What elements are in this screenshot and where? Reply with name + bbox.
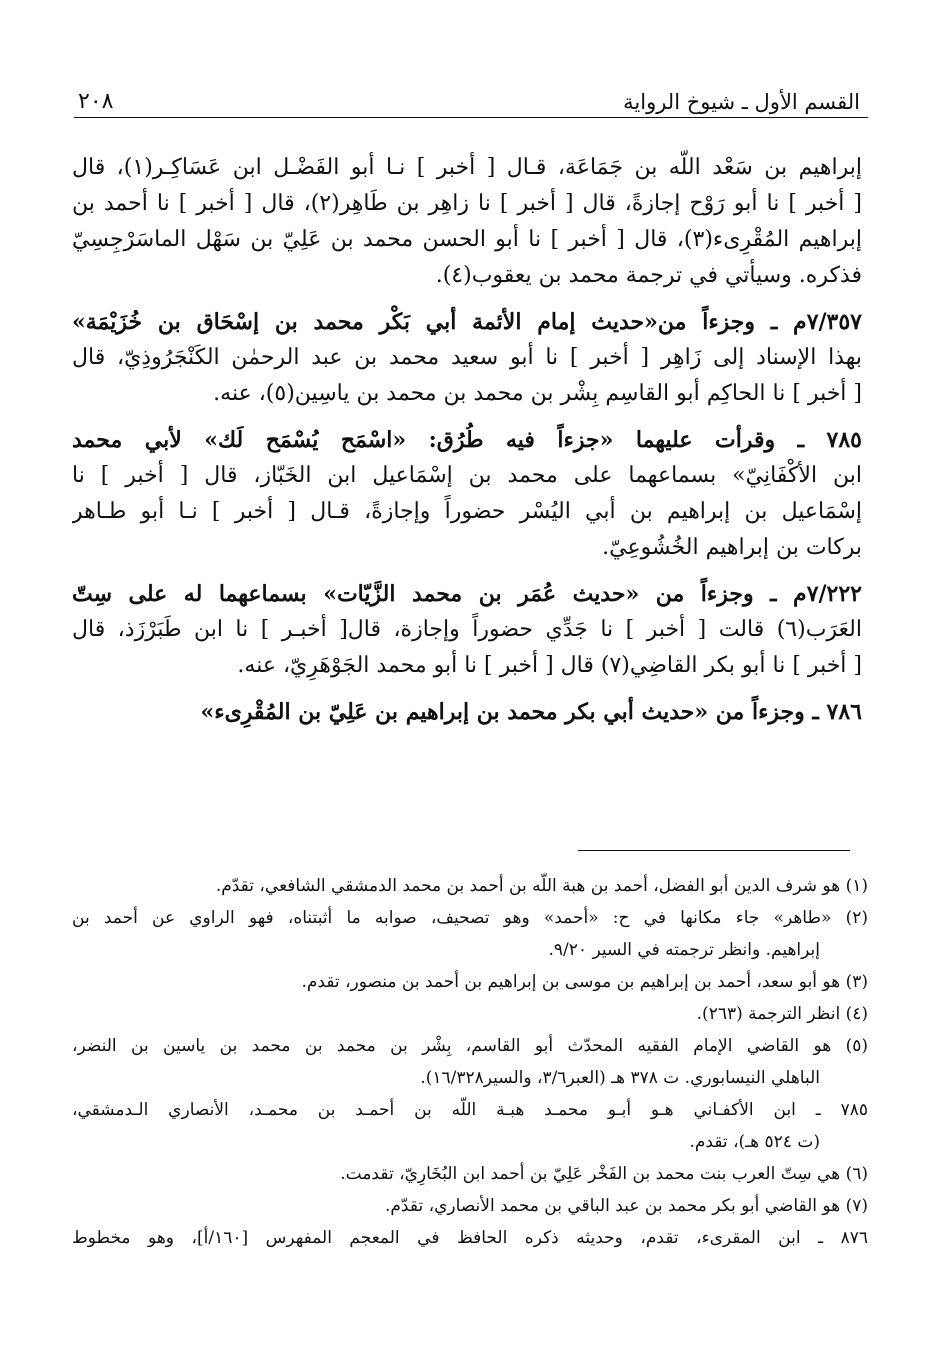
footnote-line: (٦) هي سِتّ العرب بنت محمد بن الفَخْر عَلِيّ بن أحمد ابن البُخَارِيّ، تقدمت. (340, 1164, 868, 1184)
footnote-line: (٥) هو القاضي الإمام الفقيه المحدّث أبو القاسم، بِشْر بن محمد بن محمد بن ياسين بن النضر، (72, 1036, 868, 1056)
entry-heading-line: ٧٨٦ ـ وجزءاً من «حديث أبي بكر محمد بن إبراهيم بن عَلِيّ بن المُقْرِىء» (200, 699, 862, 725)
page-number: ٢٠٨ (78, 89, 114, 114)
text-line: العَرَب(٦) قالت [ أخبر ] نا جَدِّي حضوراً وإجازة، قال[ أخبـر ] نا ابن طَبَرْزَذ، قال (72, 617, 862, 642)
entry-786 (72, 694, 862, 730)
footnote-rule (578, 850, 850, 851)
footnote-line: إبراهيم. وانظر ترجمته في السير ٩/٢٠. (548, 940, 820, 960)
footnote-line: (٣) هو أبو سعد، أحمد بن إبراهيم بن موسى بن إبراهيم بن أحمد بن منصور، تقدم. (301, 972, 868, 992)
text-line: إبراهيم بن سَعْد اللّه بن جَمَاعَة، قـال [ أخبر ] نـا أبو الفَضْـل ابن عَسَاكِـر(١)، قال (72, 155, 862, 180)
text-line: فذكره. وسيأتي في ترجمة محمد بن يعقوب(٤). (435, 263, 862, 288)
running-header (78, 78, 860, 114)
footnote-line: (٧) هو القاضي أبو بكر محمد بن عبد الباقي بن محمد الأنصاري، تقدّم. (385, 1196, 868, 1216)
footnote-line: الباهلي النيسابوري. ت ٣٧٨ هـ (العبر٣/٦، والسير١٦/٣٢٨). (420, 1068, 820, 1088)
entry-222 (72, 576, 862, 684)
text-line: ابن الأكْفَانِيّ» بسماعهما على محمد بن إسْمَاعيل ابن الخَبّاز، قال [ أخبر ] نا (72, 463, 862, 488)
paragraph-continuation (72, 150, 862, 294)
footnote-line: ٧٨٥ ـ ابن الأكفـاني هـو أبـو محمـد هبـة اللّه بن أحمـد بن محمـد، الأنصاري الـدمشقي، (72, 1100, 868, 1120)
footnote-line: ٨٧٦ ـ ابن المقرىء، تقدم، وحديثه ذكره الحافظ في المعجم المفهرس [١٦٠/أ]، وهو مخطوط (72, 1228, 868, 1248)
text-line: إسْمَاعيل بن إبراهيم بن أبي اليُسْر حضوراً وإجازةً، قـال [ أخبر ] نـا أبو طـاهر (72, 499, 862, 524)
entry-785 (72, 422, 862, 566)
footnotes (72, 870, 868, 1254)
text-line: [ أخبر ] نا الحاكِم أبو القاسِم بِشْر بن محمد بن محمد بن ياسِين(٥)، عنه. (213, 381, 862, 406)
entry-heading-line: ٧٨٥ ـ وقرأت عليهما «جزءاً فيه طُرُق: «اسْمَح يُسْمَح لَك» لأبي محمد (72, 427, 862, 453)
entry-357 (72, 304, 862, 412)
footnote-line: (٢) «طاهر» جاء مكانها في ح: «أحمد» وهو تصحيف، صوابه ما أثبتناه، فهو الراوي عن أحمد بن (72, 908, 868, 928)
entry-heading-line: ٧/٢٢٢م ـ وجزءاً من «حديث عُمَر بن محمد الزَّيّات» بسماعهما له على سِتّ (72, 581, 862, 607)
text-line: [ أخبر ] نا أبو بكر القاضِي(٧) قال [ أخبر ] نا أبو محمد الجَوْهَرِيّ، عنه. (237, 653, 862, 678)
text-line: بهذا الإسناد إلى زَاهِر [ أخبر ] نا أبو سعيد محمد بن عبد الرحمٰن الكَنْجَرُوذِيّ، قال (72, 345, 862, 370)
footnote-line: (٤) انظر الترجمة (٢٦٣). (696, 1004, 868, 1024)
entry-heading-line: ٧/٣٥٧م ـ وجزءاً من«حديث إمام الأئمة أبي بَكْر محمد بن إسْحَاق بن خُزَيْمَة» (72, 309, 862, 335)
text-line: [ أخبر ] نا أبو رَوْح إجازةً، قال [ أخبر ] نا زاهِر بن طَاهِر(٢)، قال [ أخبر ] نا أحمد بن (72, 191, 862, 216)
footnote-line: (١) هو شرف الدين أبو الفضل، أحمد بن هبة اللّه بن أحمد بن محمد الدمشقي الشافعي، تقدّم. (215, 876, 868, 896)
footnote-line: (ت ٥٢٤ هـ)، تقدم. (689, 1132, 820, 1152)
main-text (72, 150, 862, 730)
running-title: القسم الأول ـ شيوخ الرواية (623, 90, 860, 114)
text-line: بركات بن إبراهيم الخُشُوعِيّ. (602, 535, 862, 560)
header-rule (74, 117, 868, 118)
text-line: إبراهيم المُقْرِىء(٣)، قال [ أخبر ] نا أبو الحسن محمد بن عَلِيّ بن سَهْل الماسَرْجِسِيّ (72, 227, 862, 252)
